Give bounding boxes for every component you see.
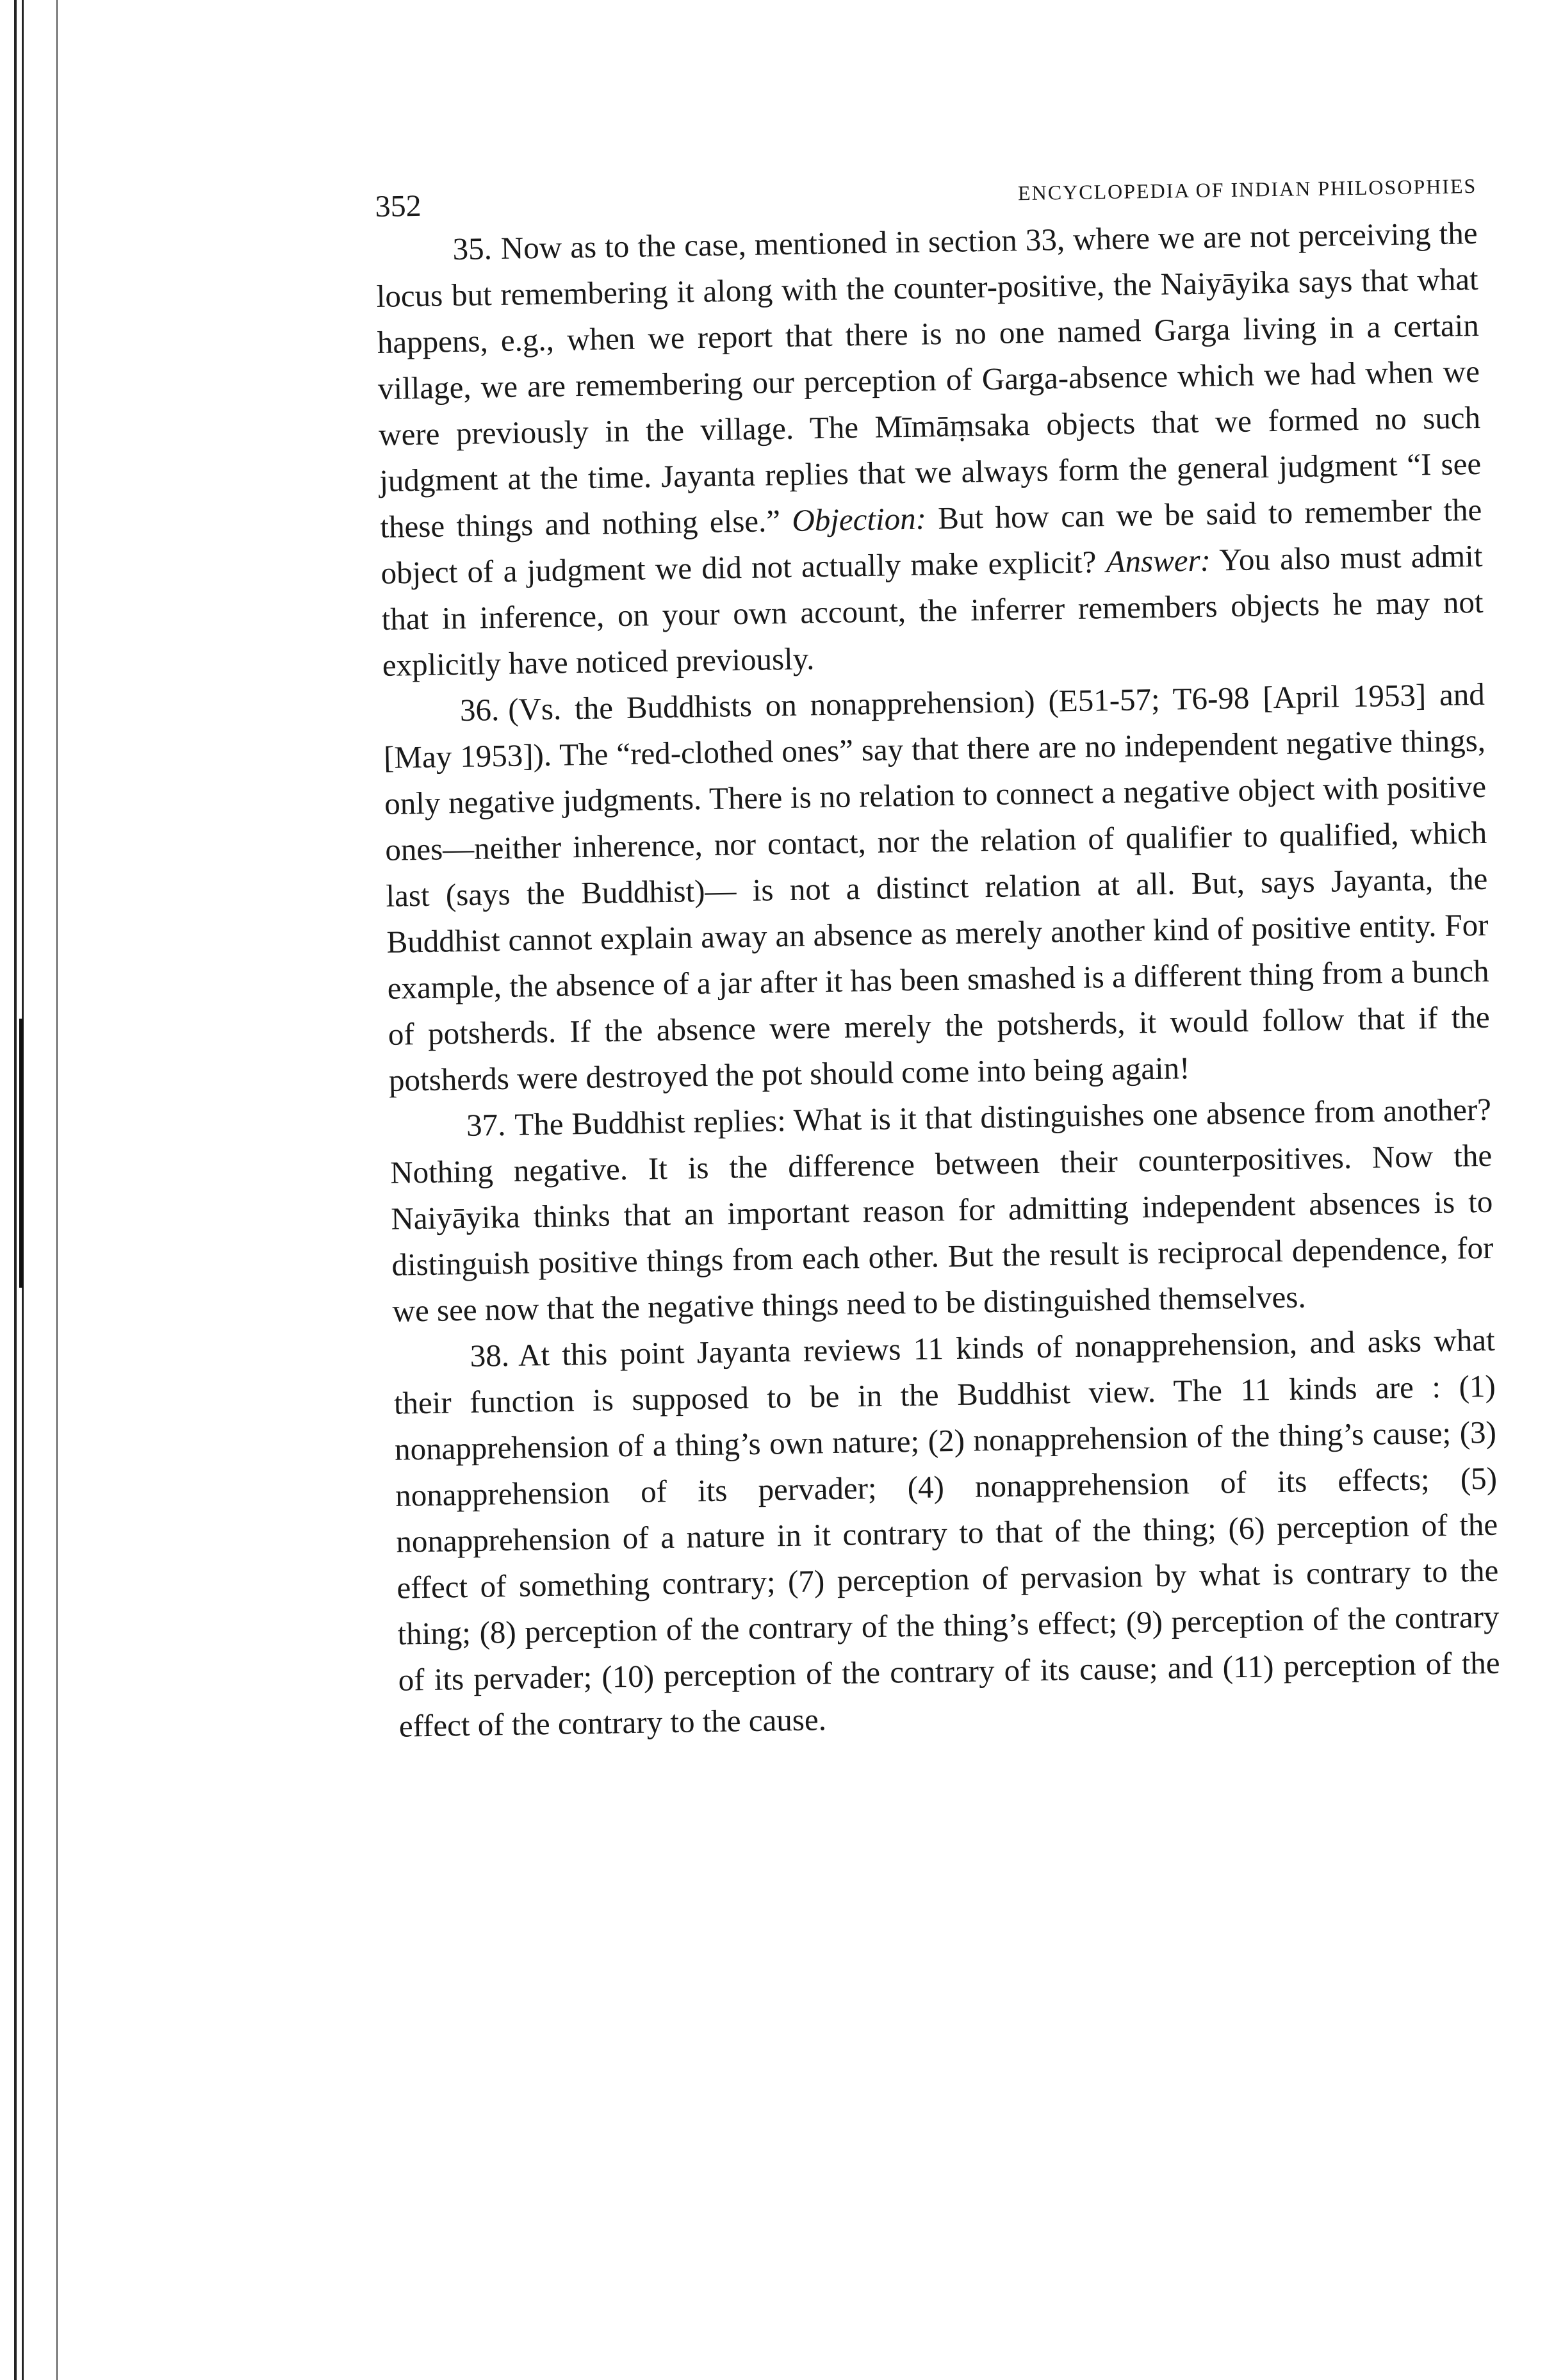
binding-edge-mark xyxy=(19,1019,23,1288)
objection-label: Objection: xyxy=(791,500,927,538)
section-text: The Buddhist replies: What is it that distinguishes one absence from another? Nothing negative. It is the difference between their counterpositives. Now the Naiyāyika thinks that an important reason for admitting independent absences is to distinguish positive things from each other. But the result is reciprocal dependence, for we see now that the negative things need to be distinguished themselves. xyxy=(389,1091,1494,1329)
binding-edge-line xyxy=(56,0,58,2380)
section-text: Now as to the case, mentioned in section 33, where we are not perceiving the locus but remembering it along with the counter-positive, the Naiyāyika says that what happens, e.g., when we report that there is no one named Garga living in a certain village, we are remembering our perception of Garga-absence which we had when we were previously in the village. The Mīmāṃsaka objects that we formed no such judgment at the time. Jayanta replies that we always form the general judgment “I see these things and nothing else.” xyxy=(376,215,1482,545)
section-number: 38. xyxy=(470,1337,510,1374)
section-number: 37. xyxy=(466,1106,506,1143)
section-text: At this point Jayanta reviews 11 kinds of nonapprehension, and asks what their function is supposed to be in the Buddhist view. The 11 kinds are : (1) nonapprehension of a thing’s own nature; (2) nonapprehension of the thing’s cause; (3) nonapprehension of its pervader; (4) nonapprehension of its effects; (5) nonapprehension of a nature in it contrary to that of the thing; (6) perception of the effect of something contrary; (7) perception of pervasion by what is contrary to the thing; (8) perception of the contrary of the thing’s effect; (9) perception of the contrary of its pervader; (10) perception of the contrary of its cause; and (11) perception of the effect of the contrary to the cause. xyxy=(393,1322,1500,1744)
answer-label: Answer: xyxy=(1106,542,1211,580)
section-35 xyxy=(375,210,1484,689)
section-text: (Vs. the Buddhists on nonapprehension) (E51-57; T6-98 [April 1953] and [May 1953]). The “red-clothed ones” say that there are no independent negative things, only negative judgments. There is no relation to connect a negative object with positive ones—neither inherence, nor contact, nor the relation of qualifier to qualified, which last (says the Buddhist)— is not a distinct relation at all. But, says Jayanta, the Buddhist cannot explain away an absence as merely another kind of positive entity. For example, the absence of a jar after it has been smashed is a different thing from a bunch of potsherds. If the absence were merely the potsherds, it would follow that if the potsherds were destroyed the pot should come into being again! xyxy=(383,676,1491,1098)
page-number: 352 xyxy=(375,188,421,224)
binding-edge-line xyxy=(14,0,17,2380)
section-38 xyxy=(393,1317,1501,1750)
section-number: 36. xyxy=(459,692,500,728)
section-number: 35. xyxy=(452,231,493,267)
book-page xyxy=(375,165,1501,1750)
objection-text: But how can we be said to remember the object of a judgment we did not actually make explicit? xyxy=(381,491,1482,591)
section-37 xyxy=(389,1087,1494,1334)
answer-text: You also must admit that in inference, on your own account, the inferrer remembers objects he may not explicitly have noticed previously. xyxy=(381,538,1484,683)
running-head: ENCYCLOPEDIA OF INDIAN PHILOSOPHIES xyxy=(1017,174,1477,205)
section-36 xyxy=(382,671,1491,1104)
